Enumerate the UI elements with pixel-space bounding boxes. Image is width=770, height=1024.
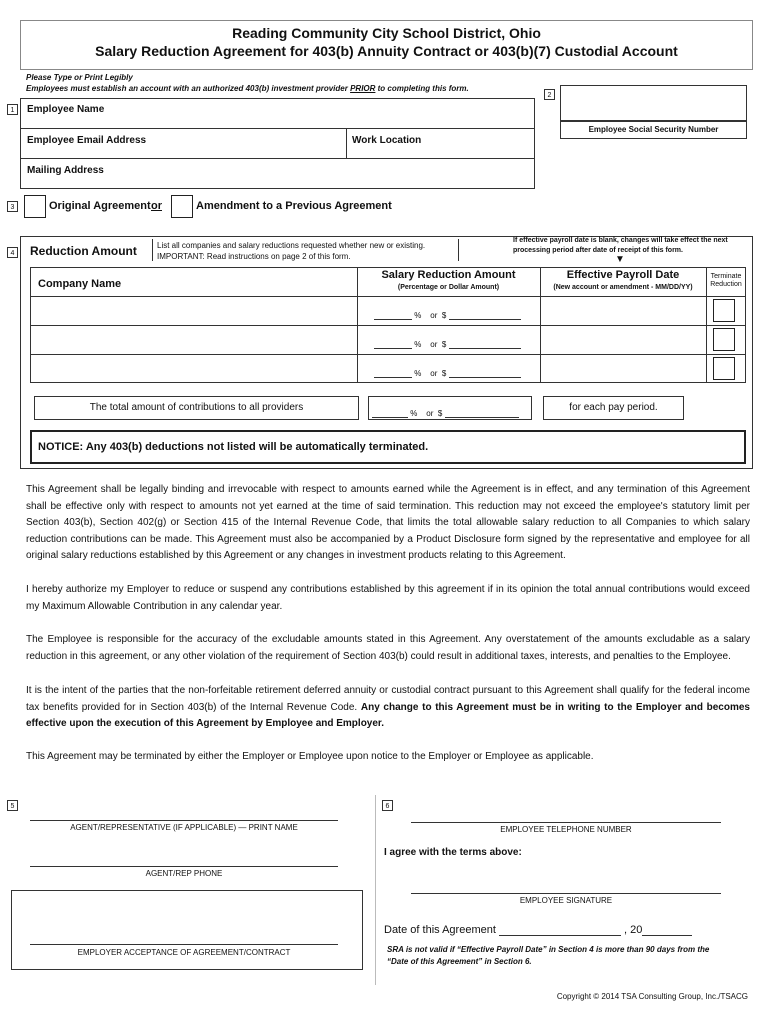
work-location-field[interactable]: Work Location xyxy=(352,135,422,146)
salary-amount-row-2[interactable] xyxy=(374,340,521,349)
instruction-prior-pre: Employees must establish an account with an authorized 403(b) investment provider xyxy=(26,84,351,93)
down-arrow-icon: ▼ xyxy=(615,254,625,265)
company-name-input-2[interactable] xyxy=(31,326,356,354)
employee-signature-label: EMPLOYEE SIGNATURE xyxy=(519,896,613,905)
agreement-paragraph-3: The Employee is responsible for the accuracy of the excludable amounts stated in this Agreement. Any overstatement of the amounts excludable as a salary reduction in this agreement, or any other violation of the requirement of Section 403(b) could result in additional taxes, interests, and penalties to the Employee. xyxy=(26,634,750,662)
or-text: or xyxy=(430,311,438,320)
employee-name-field[interactable]: Employee Name xyxy=(27,104,105,115)
employee-email-field[interactable]: Employee Email Address xyxy=(27,135,147,146)
instruction-prior-emph: PRIOR xyxy=(350,84,376,93)
or-text: or xyxy=(426,409,434,418)
section-4-number: 4 xyxy=(7,247,18,258)
section-1-number: 1 xyxy=(7,104,18,115)
bracket-line-1: List all companies and salary reductions requested whether new or existing. xyxy=(157,241,426,250)
dollar-sign: $ xyxy=(441,311,447,320)
col-terminate-1: Terminate xyxy=(710,273,742,280)
salary-amount-row-3[interactable] xyxy=(374,369,521,378)
dollar-sign: $ xyxy=(441,340,447,349)
company-name-input-3[interactable] xyxy=(31,355,356,383)
section-5-number: 5 xyxy=(7,800,18,811)
section-1-divider-1 xyxy=(20,128,535,129)
terminate-checkbox-3[interactable] xyxy=(713,357,735,380)
bracket-line-2: IMPORTANT: Read instructions on page 2 of this form. xyxy=(157,252,351,261)
or-text: or xyxy=(430,369,438,378)
agent-print-label: AGENT/REPRESENTATIVE (IF APPLICABLE) — PRINT NAME xyxy=(70,823,298,832)
salary-amount-row-1[interactable] xyxy=(374,311,521,320)
percent-sign: % xyxy=(410,409,418,418)
instruction-prior xyxy=(26,84,469,93)
section-6-divider xyxy=(375,795,376,985)
employee-telephone-line[interactable] xyxy=(411,822,721,823)
instruction-legibly: Please Type or Print Legibly xyxy=(26,73,133,82)
sra-note-1: SRA is not valid if “Effective Payroll Date” in Section 4 is more than 90 days from the xyxy=(387,945,710,954)
date-comma: , 20 xyxy=(624,924,643,936)
dollar-sign: $ xyxy=(437,409,443,418)
employee-telephone-label: EMPLOYEE TELEPHONE NUMBER xyxy=(500,825,632,834)
agreement-paragraph-2: I hereby authorize my Employer to reduce or suspend any contributions established by this agreement if in its opinion the total annual contributions would exceed my Maximum Allowable Contribution in any calendar year. xyxy=(26,584,750,612)
original-agreement-label: Original Agreement xyxy=(49,200,151,212)
terminate-checkbox-2[interactable] xyxy=(713,328,735,351)
or-label: or xyxy=(151,200,162,212)
section-1-vdivider xyxy=(346,128,347,158)
agreement-paragraph-4 xyxy=(26,683,750,733)
effective-date-input-2[interactable] xyxy=(541,326,705,354)
employee-signature-line[interactable] xyxy=(411,893,721,894)
col-terminate-2: Reduction xyxy=(710,281,742,288)
notice-text: NOTICE: Any 403(b) deductions not listed will be automatically terminated. xyxy=(38,441,429,453)
payroll-note-1: If effective payroll date is blank, changes will take effect the next xyxy=(513,237,728,244)
agent-print-line[interactable] xyxy=(30,820,338,821)
section-1-divider-2 xyxy=(20,158,535,159)
employer-acceptance-label: EMPLOYER ACCEPTANCE OF AGREEMENT/CONTRACT xyxy=(77,948,291,957)
total-amount-field[interactable] xyxy=(372,409,519,418)
section-3-number: 3 xyxy=(7,201,18,212)
company-name-input-1[interactable] xyxy=(31,297,356,325)
col-effective-date-sub: (New account or amendment - MM/DD/YY) xyxy=(553,284,693,291)
agent-phone-label: AGENT/REP PHONE xyxy=(145,869,223,878)
terminate-checkbox-1[interactable] xyxy=(713,299,735,322)
agreement-paragraph-5: This Agreement may be terminated by either the Employer or Employee upon notice to the Employer or Employee as applicable. xyxy=(26,751,594,762)
effective-date-input-1[interactable] xyxy=(541,297,705,325)
instruction-prior-post: to completing this form. xyxy=(375,84,469,93)
employer-acceptance-line[interactable] xyxy=(30,944,338,945)
paragraph-4-normal: It is the intent of the parties that the non-forfeitable retirement deferred annuity or custodial contract pursuant to this Agreement shall qualify for the federal income tax benefits provided for in Section 403(b) of the Internal Revenue Code. xyxy=(26,685,750,713)
ssn-label: Employee Social Security Number xyxy=(588,125,719,134)
reduction-amount-title: Reduction Amount xyxy=(30,244,137,258)
payroll-note-2: processing period after date of receipt of this form. xyxy=(513,247,683,254)
agreement-paragraph-1: This Agreement shall be legally binding and irrevocable with respect to amounts earned while the Agreement is in effect, and any termination of this Agreement shall be effective only with respect to amounts not yet earned at the time of said termination. This reduction may not exceed the employee's statutory limit per Section 403(b), Section 402(g) or Section 415 of the Internal Revenue Code, that limits the total allowable salary reduction to all Companies to which salary reduction contributions can be made. This Agreement must also be accompanied by a Product Disclosure form signed by the representative and employee for all original salary reductions established by this Agreement or any changes in investment products relating to this Agreement. xyxy=(26,484,750,561)
or-text: or xyxy=(430,340,438,349)
ssn-input-box[interactable] xyxy=(560,85,747,121)
employer-acceptance-box xyxy=(11,890,363,970)
col-salary-sub: (Percentage or Dollar Amount) xyxy=(397,284,500,291)
agent-phone-line[interactable] xyxy=(30,866,338,867)
date-label: Date of this Agreement xyxy=(384,924,496,936)
col-salary-reduction: Salary Reduction Amount xyxy=(381,269,516,281)
col-company-name: Company Name xyxy=(38,278,122,290)
page-title: Reading Community City School District, Ohio xyxy=(232,25,541,41)
percent-sign: % xyxy=(414,311,422,320)
dollar-sign: $ xyxy=(441,369,447,378)
percent-sign: % xyxy=(414,340,422,349)
mailing-address-field[interactable]: Mailing Address xyxy=(27,165,104,176)
effective-date-input-3[interactable] xyxy=(541,355,705,383)
total-contributions-label: The total amount of contributions to all providers xyxy=(89,402,304,413)
page-subtitle: Salary Reduction Agreement for 403(b) Annuity Contract or 403(b)(7) Custodial Account xyxy=(95,43,678,59)
col-effective-date: Effective Payroll Date xyxy=(566,269,680,281)
section-2-number: 2 xyxy=(544,89,555,100)
section-6-number: 6 xyxy=(382,800,393,811)
original-agreement-checkbox[interactable] xyxy=(24,195,46,218)
amendment-label: Amendment to a Previous Agreement xyxy=(196,200,392,212)
agree-terms-label: I agree with the terms above: xyxy=(384,847,522,858)
percent-sign: % xyxy=(414,369,422,378)
agreement-date-field[interactable] xyxy=(384,924,692,936)
pay-period-label: for each pay period. xyxy=(569,402,658,413)
copyright-footer: Copyright © 2014 TSA Consulting Group, Inc./TSACG xyxy=(556,992,748,1001)
sra-note-2: “Date of this Agreement” in Section 6. xyxy=(387,957,532,966)
amendment-checkbox[interactable] xyxy=(171,195,193,218)
paragraph-4-bold: Any change to this Agreement must be in writing to the Employer and becomes effective upon the execution of this Agreement by Employee and Employer. xyxy=(26,701,750,729)
